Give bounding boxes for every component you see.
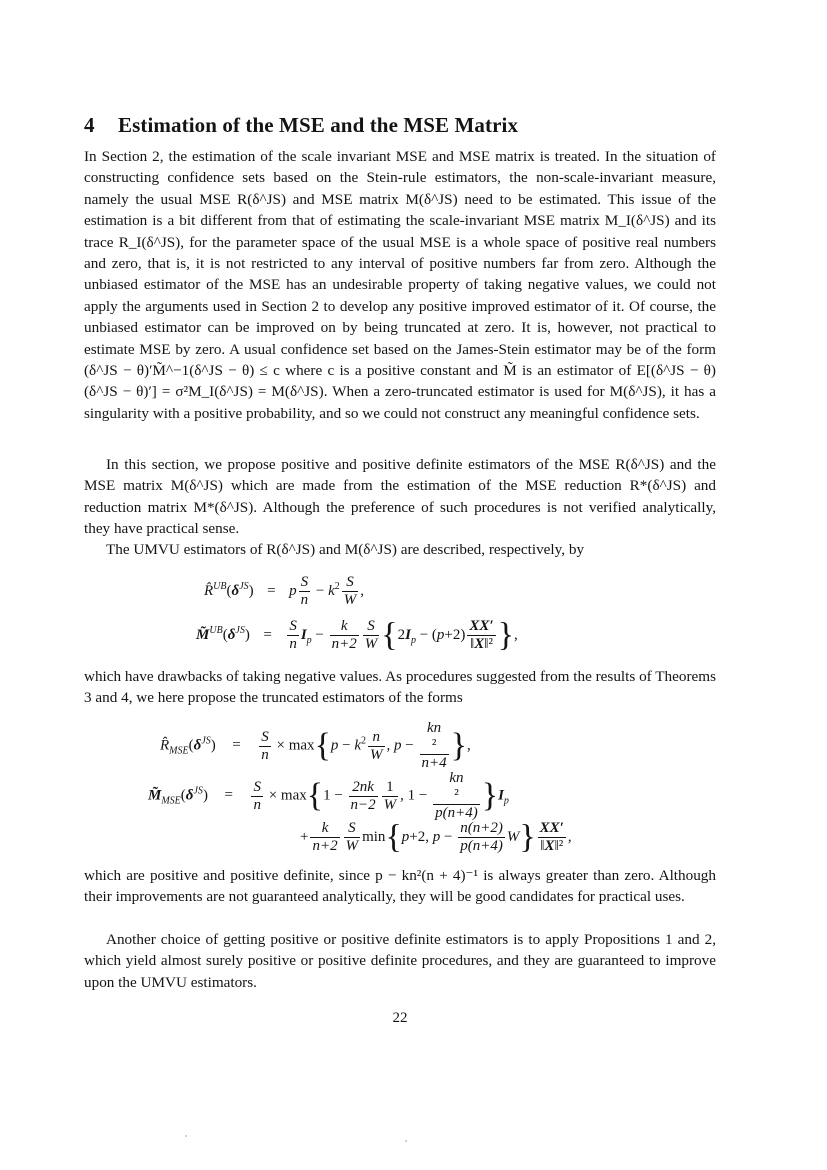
paragraph-4: which have drawbacks of taking negative values. As procedures suggested from the results of Theorems 3 and 4, we here propose the truncated estimators of the forms xyxy=(84,668,716,707)
scan-speck xyxy=(405,1140,407,1142)
paragraph-6: Another choice of getting positive or positive definite estimators is to apply Propositions 1 and 2, which yield almost surely positive or positive definite procedures, and they are guaranteed to improve upon the UMVU estimators. xyxy=(84,931,716,991)
equation-truncated-m: $M̃_{MSE}(\delta^{JS})$ = $\frac{S}{n}$ × max{1 − $\frac{2nk}{n-2}$ $\frac{1}{W}$ , 1 − kn ² p(n+4) }$I_p$ xyxy=(148,770,509,821)
equation-umvu xyxy=(84,566,716,666)
paragraph-2: In this section, we propose positive and positive definite estimators of the MSE R(δ^JS) and the MSE matrix M(δ^JS) which are made from the estimation of the MSE reduction R*(δ^JS) and reduction matrix M*(δ^JS). Although the preference of such procedures is not verified analytically, they have practical sense. xyxy=(84,456,716,538)
equation-truncated xyxy=(84,712,716,862)
section-heading xyxy=(84,113,518,138)
section-title: Estimation of the MSE and the MSE Matrix xyxy=(118,113,519,137)
paragraph-3: The UMVU estimators of R(δ^JS) and M(δ^JS) are described, respectively, by xyxy=(106,541,585,558)
section-number: 4 xyxy=(84,113,95,137)
equation-truncated-r: $R̂_{MSE}(\delta^{JS})$ = $\frac{S}{n}$ × $\max\{p - k^2$ $\frac{n}{W}$ , p − kn ² n+4 }, xyxy=(160,720,471,771)
equation-umvu-r: $R̂^{UB}(\delta^{JS}) = p$ $\frac{S}{n}$ − $k^2$ $\frac{S}{W}$ , xyxy=(204,574,365,608)
paragraph-1: In Section 2, the estimation of the scale invariant MSE and MSE matrix is treated. In the situation of constructing confidence sets based on the Stein-rule estimators, the non-scale-invariant measure, namely the usual MSE R(δ^JS) and MSE matrix M(δ^JS) need to be estimated. This issue of the estimation is a bit different from that of estimating the scale-invariant MSE matrix M_I(δ^JS) and its trace R_I(δ^JS), for the parameter space of the usual MSE is a whole space of positive real numbers and zero, that is, it is not restricted to any interval of positive numbers far from zero. Although the unbiased estimator of the MSE has an undesirable property of taking negative values, we could not apply the arguments used in Section 2 to develop any positive improved estimator of it. Of course, the unbiased estimator can be improved on by being truncated at zero. It is, however, not practical to estimate MSE by zero. A usual confidence set based on the James-Stein estimator may be of the form (δ^JS − θ)′M̃^−1(δ^JS − θ) ≤ c where c is a positive constant and M̃ is an estimator of E[(δ^JS − θ)(δ^JS − θ)′] = σ²M_I(δ^JS) = M(δ^JS). When a zero-truncated estimator is used for M(δ^JS), it has a singularity with a positive probability, and so we could not construct any meaningful confidence sets. xyxy=(84,148,716,422)
equation-umvu-m: $M̃^{UB}(\delta^{JS})$ = $\frac{S}{n}$ $I_p$ − $\frac{k}{n+2}$ $\frac{S}{W}$ {$2I_p - (p+2)$ $\frac{XX'}{\text{‖X‖²}}$ }, xyxy=(196,616,518,654)
page-number: 22 xyxy=(392,1010,408,1026)
paragraph-5: which are positive and positive definite, since p − kn²(n + 4)⁻¹ is always greater than zero. Although their improvements are not guaranteed analytically, they will be good candidates for practical uses. xyxy=(84,867,716,906)
equation-truncated-m-cont: + $\frac{k}{n+2}$ $\frac{S}{W}$ min{p+2, p − $\frac{n(n+2)}{p(n+4)}$ W} $\frac{XX'}{\text{‖X‖²}}$ , xyxy=(300,818,572,856)
scan-speck xyxy=(185,1135,187,1137)
paper-page xyxy=(84,0,716,1170)
